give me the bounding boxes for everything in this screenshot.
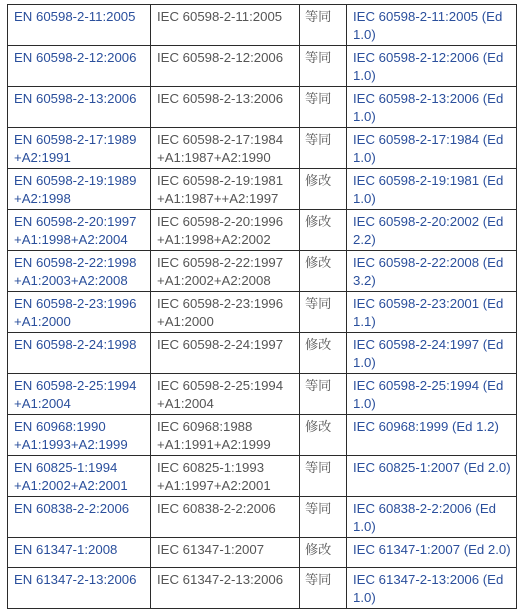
standard-text: IEC 60598-2-19:1981 xyxy=(157,173,284,188)
table-row xyxy=(8,5,517,46)
en-standard-cell[interactable] xyxy=(8,415,151,456)
relation-text: 等同 xyxy=(305,91,332,106)
standard-link-text[interactable]: +A1:1993+A2:1999 xyxy=(14,437,128,452)
standard-link-text[interactable]: EN 60838-2-2:2006 xyxy=(14,501,130,516)
standard-link-text[interactable]: IEC 60825-1:2007 (Ed 2.0) xyxy=(353,460,511,475)
relation-text: 修改 xyxy=(305,255,332,270)
table-row xyxy=(8,374,517,415)
base-iec-cell xyxy=(151,169,300,210)
standard-link-text[interactable]: EN 60598-2-25:1994 xyxy=(14,378,137,393)
relation-cell xyxy=(300,87,347,128)
table-row xyxy=(8,210,517,251)
standard-text: IEC 60598-2-13:2006 xyxy=(157,91,284,106)
en-standard-cell[interactable] xyxy=(8,210,151,251)
standard-link-text[interactable]: 1.0) xyxy=(353,150,376,165)
relation-cell xyxy=(300,128,347,169)
iec-edition-cell[interactable] xyxy=(347,568,517,609)
standard-text: IEC 60598-2-17:1984 xyxy=(157,132,284,147)
base-iec-cell xyxy=(151,87,300,128)
iec-edition-cell[interactable] xyxy=(347,210,517,251)
iec-edition-cell[interactable] xyxy=(347,5,517,46)
standard-link-text[interactable]: EN 60598-2-13:2006 xyxy=(14,91,137,106)
standard-text: +A1:2004 xyxy=(157,396,214,411)
standard-text: IEC 61347-1:2007 xyxy=(157,542,265,557)
relation-cell xyxy=(300,169,347,210)
base-iec-cell xyxy=(151,292,300,333)
en-standard-cell[interactable] xyxy=(8,538,151,568)
standard-text: +A1:2000 xyxy=(157,314,214,329)
table-row xyxy=(8,538,517,568)
standard-link-text[interactable]: EN 60598-2-20:1997 xyxy=(14,214,137,229)
standard-link-text[interactable]: EN 60598-2-19:1989 xyxy=(14,173,137,188)
iec-edition-cell[interactable] xyxy=(347,497,517,538)
table-row xyxy=(8,415,517,456)
relation-cell xyxy=(300,568,347,609)
en-standard-cell[interactable] xyxy=(8,87,151,128)
standard-link-text[interactable]: IEC 60598-2-11:2005 (Ed xyxy=(353,9,503,24)
relation-text: 等同 xyxy=(305,572,332,587)
standard-text: +A1:1987++A2:1997 xyxy=(157,191,279,206)
relation-cell xyxy=(300,415,347,456)
iec-edition-cell[interactable] xyxy=(347,169,517,210)
en-standard-cell[interactable] xyxy=(8,251,151,292)
standard-link-text[interactable]: +A2:1991 xyxy=(14,150,71,165)
standard-link-text[interactable]: +A1:2002+A2:2001 xyxy=(14,478,128,493)
standard-text: IEC 60838-2-2:2006 xyxy=(157,501,276,516)
standard-link-text[interactable]: IEC 60598-2-12:2006 (Ed xyxy=(353,50,504,65)
relation-cell xyxy=(300,292,347,333)
relation-text: 修改 xyxy=(305,173,332,188)
base-iec-cell xyxy=(151,251,300,292)
base-iec-cell xyxy=(151,128,300,169)
en-standard-cell[interactable] xyxy=(8,5,151,46)
iec-edition-cell[interactable] xyxy=(347,374,517,415)
standard-link-text[interactable]: IEC 60598-2-22:2008 (Ed xyxy=(353,255,504,270)
standard-link-text[interactable]: IEC 60968:1999 (Ed 1.2) xyxy=(353,419,499,434)
table-row xyxy=(8,333,517,374)
standards-table-body xyxy=(8,5,517,609)
relation-text: 修改 xyxy=(305,419,332,434)
relation-text: 等同 xyxy=(305,132,332,147)
relation-cell xyxy=(300,210,347,251)
en-standard-cell[interactable] xyxy=(8,292,151,333)
standard-link-text[interactable]: +A1:2004 xyxy=(14,396,71,411)
en-standard-cell[interactable] xyxy=(8,497,151,538)
standard-link-text[interactable]: 1.0) xyxy=(353,396,376,411)
standard-link-text[interactable]: IEC 60598-2-20:2002 (Ed xyxy=(353,214,504,229)
standard-link-text[interactable]: IEC 61347-1:2007 (Ed 2.0) xyxy=(353,542,511,557)
standard-link-text[interactable]: EN 60598-2-11:2005 xyxy=(14,9,136,24)
standard-link-text[interactable]: EN 60598-2-17:1989 xyxy=(14,132,137,147)
iec-edition-cell[interactable] xyxy=(347,456,517,497)
base-iec-cell xyxy=(151,210,300,251)
base-iec-cell xyxy=(151,46,300,87)
standard-link-text[interactable]: EN 60598-2-22:1998 xyxy=(14,255,137,270)
standard-link-text[interactable]: 1.0) xyxy=(353,109,376,124)
iec-edition-cell[interactable] xyxy=(347,415,517,456)
table-row xyxy=(8,87,517,128)
standard-text: IEC 61347-2-13:2006 xyxy=(157,572,284,587)
relation-text: 等同 xyxy=(305,501,332,516)
iec-edition-cell[interactable] xyxy=(347,87,517,128)
iec-edition-cell[interactable] xyxy=(347,333,517,374)
relation-text: 修改 xyxy=(305,542,332,557)
standard-link-text[interactable]: +A1:2003+A2:2008 xyxy=(14,273,128,288)
standard-link-text[interactable]: IEC 60598-2-19:1981 (Ed xyxy=(353,173,504,188)
standards-table xyxy=(7,4,517,609)
standard-text: IEC 60598-2-20:1996 xyxy=(157,214,284,229)
iec-edition-cell[interactable] xyxy=(347,538,517,568)
en-standard-cell[interactable] xyxy=(8,128,151,169)
iec-edition-cell[interactable] xyxy=(347,292,517,333)
standard-text: IEC 60598-2-11:2005 xyxy=(157,9,283,24)
relation-text: 修改 xyxy=(305,337,332,352)
relation-text: 等同 xyxy=(305,296,332,311)
standard-link-text[interactable]: IEC 60598-2-25:1994 (Ed xyxy=(353,378,504,393)
standard-text: +A1:1991+A2:1999 xyxy=(157,437,271,452)
base-iec-cell xyxy=(151,568,300,609)
standard-text: IEC 60598-2-25:1994 xyxy=(157,378,284,393)
standard-text: +A1:1998+A2:2002 xyxy=(157,232,271,247)
standard-link-text[interactable]: 3.2) xyxy=(353,273,376,288)
standard-text: IEC 60598-2-22:1997 xyxy=(157,255,284,270)
standard-link-text[interactable]: +A2:1998 xyxy=(14,191,71,206)
standard-link-text[interactable]: IEC 60838-2-2:2006 (Ed xyxy=(353,501,496,516)
standard-text: IEC 60825-1:1993 xyxy=(157,460,265,475)
standard-link-text[interactable]: 1.0) xyxy=(353,191,376,206)
base-iec-cell xyxy=(151,456,300,497)
iec-edition-cell[interactable] xyxy=(347,128,517,169)
standard-link-text[interactable]: 1.1) xyxy=(353,314,376,329)
relation-text: 等同 xyxy=(305,460,332,475)
standard-text: IEC 60968:1988 xyxy=(157,419,253,434)
standard-link-text[interactable]: IEC 60598-2-13:2006 (Ed xyxy=(353,91,504,106)
relation-text: 等同 xyxy=(305,50,332,65)
en-standard-cell[interactable] xyxy=(8,456,151,497)
standard-text: +A1:1997+A2:2001 xyxy=(157,478,271,493)
iec-edition-cell[interactable] xyxy=(347,251,517,292)
relation-cell xyxy=(300,497,347,538)
standard-text: +A1:1987+A2:1990 xyxy=(157,150,271,165)
table-row xyxy=(8,128,517,169)
en-standard-cell[interactable] xyxy=(8,333,151,374)
en-standard-cell[interactable] xyxy=(8,568,151,609)
en-standard-cell[interactable] xyxy=(8,374,151,415)
standard-text: +A1:2002+A2:2008 xyxy=(157,273,271,288)
standard-link-text[interactable]: 1.0) xyxy=(353,27,376,42)
relation-text: 修改 xyxy=(305,214,332,229)
relation-cell xyxy=(300,374,347,415)
en-standard-cell[interactable] xyxy=(8,169,151,210)
table-row xyxy=(8,497,517,538)
relation-cell xyxy=(300,333,347,374)
base-iec-cell xyxy=(151,333,300,374)
standard-link-text[interactable]: EN 60598-2-24:1998 xyxy=(14,337,137,352)
relation-cell xyxy=(300,5,347,46)
relation-text: 等同 xyxy=(305,378,332,393)
standard-link-text[interactable]: IEC 60598-2-24:1997 (Ed xyxy=(353,337,504,352)
standard-text: IEC 60598-2-12:2006 xyxy=(157,50,284,65)
table-row xyxy=(8,292,517,333)
standard-link-text[interactable]: EN 61347-2-13:2006 xyxy=(14,572,137,587)
standard-link-text[interactable]: IEC 60598-2-17:1984 (Ed xyxy=(353,132,504,147)
standard-link-text[interactable]: EN 60825-1:1994 xyxy=(14,460,118,475)
base-iec-cell xyxy=(151,415,300,456)
base-iec-cell xyxy=(151,5,300,46)
standard-link-text[interactable]: EN 60598-2-23:1996 xyxy=(14,296,137,311)
relation-cell xyxy=(300,251,347,292)
standard-link-text[interactable]: 1.0) xyxy=(353,68,376,83)
iec-edition-cell[interactable] xyxy=(347,46,517,87)
table-row xyxy=(8,251,517,292)
table-row xyxy=(8,169,517,210)
base-iec-cell xyxy=(151,538,300,568)
standard-link-text[interactable]: IEC 61347-2-13:2006 (Ed xyxy=(353,572,504,587)
standard-link-text[interactable]: EN 60598-2-12:2006 xyxy=(14,50,137,65)
relation-text: 等同 xyxy=(305,9,332,24)
standard-link-text[interactable]: 1.0) xyxy=(353,519,376,534)
standard-text: IEC 60598-2-24:1997 xyxy=(157,337,284,352)
standard-text: IEC 60598-2-23:1996 xyxy=(157,296,284,311)
table-row xyxy=(8,456,517,497)
base-iec-cell xyxy=(151,374,300,415)
standard-link-text[interactable]: IEC 60598-2-23:2001 (Ed xyxy=(353,296,504,311)
standard-link-text[interactable]: +A1:2000 xyxy=(14,314,71,329)
table-row xyxy=(8,568,517,609)
standard-link-text[interactable]: EN 61347-1:2008 xyxy=(14,542,118,557)
standard-link-text[interactable]: EN 60968:1990 xyxy=(14,419,106,434)
standard-link-text[interactable]: 1.0) xyxy=(353,355,376,370)
relation-cell xyxy=(300,456,347,497)
table-row xyxy=(8,46,517,87)
base-iec-cell xyxy=(151,497,300,538)
standard-link-text[interactable]: 1.0) xyxy=(353,590,376,605)
relation-cell xyxy=(300,538,347,568)
en-standard-cell[interactable] xyxy=(8,46,151,87)
standard-link-text[interactable]: +A1:1998+A2:2004 xyxy=(14,232,128,247)
standard-link-text[interactable]: 2.2) xyxy=(353,232,376,247)
relation-cell xyxy=(300,46,347,87)
